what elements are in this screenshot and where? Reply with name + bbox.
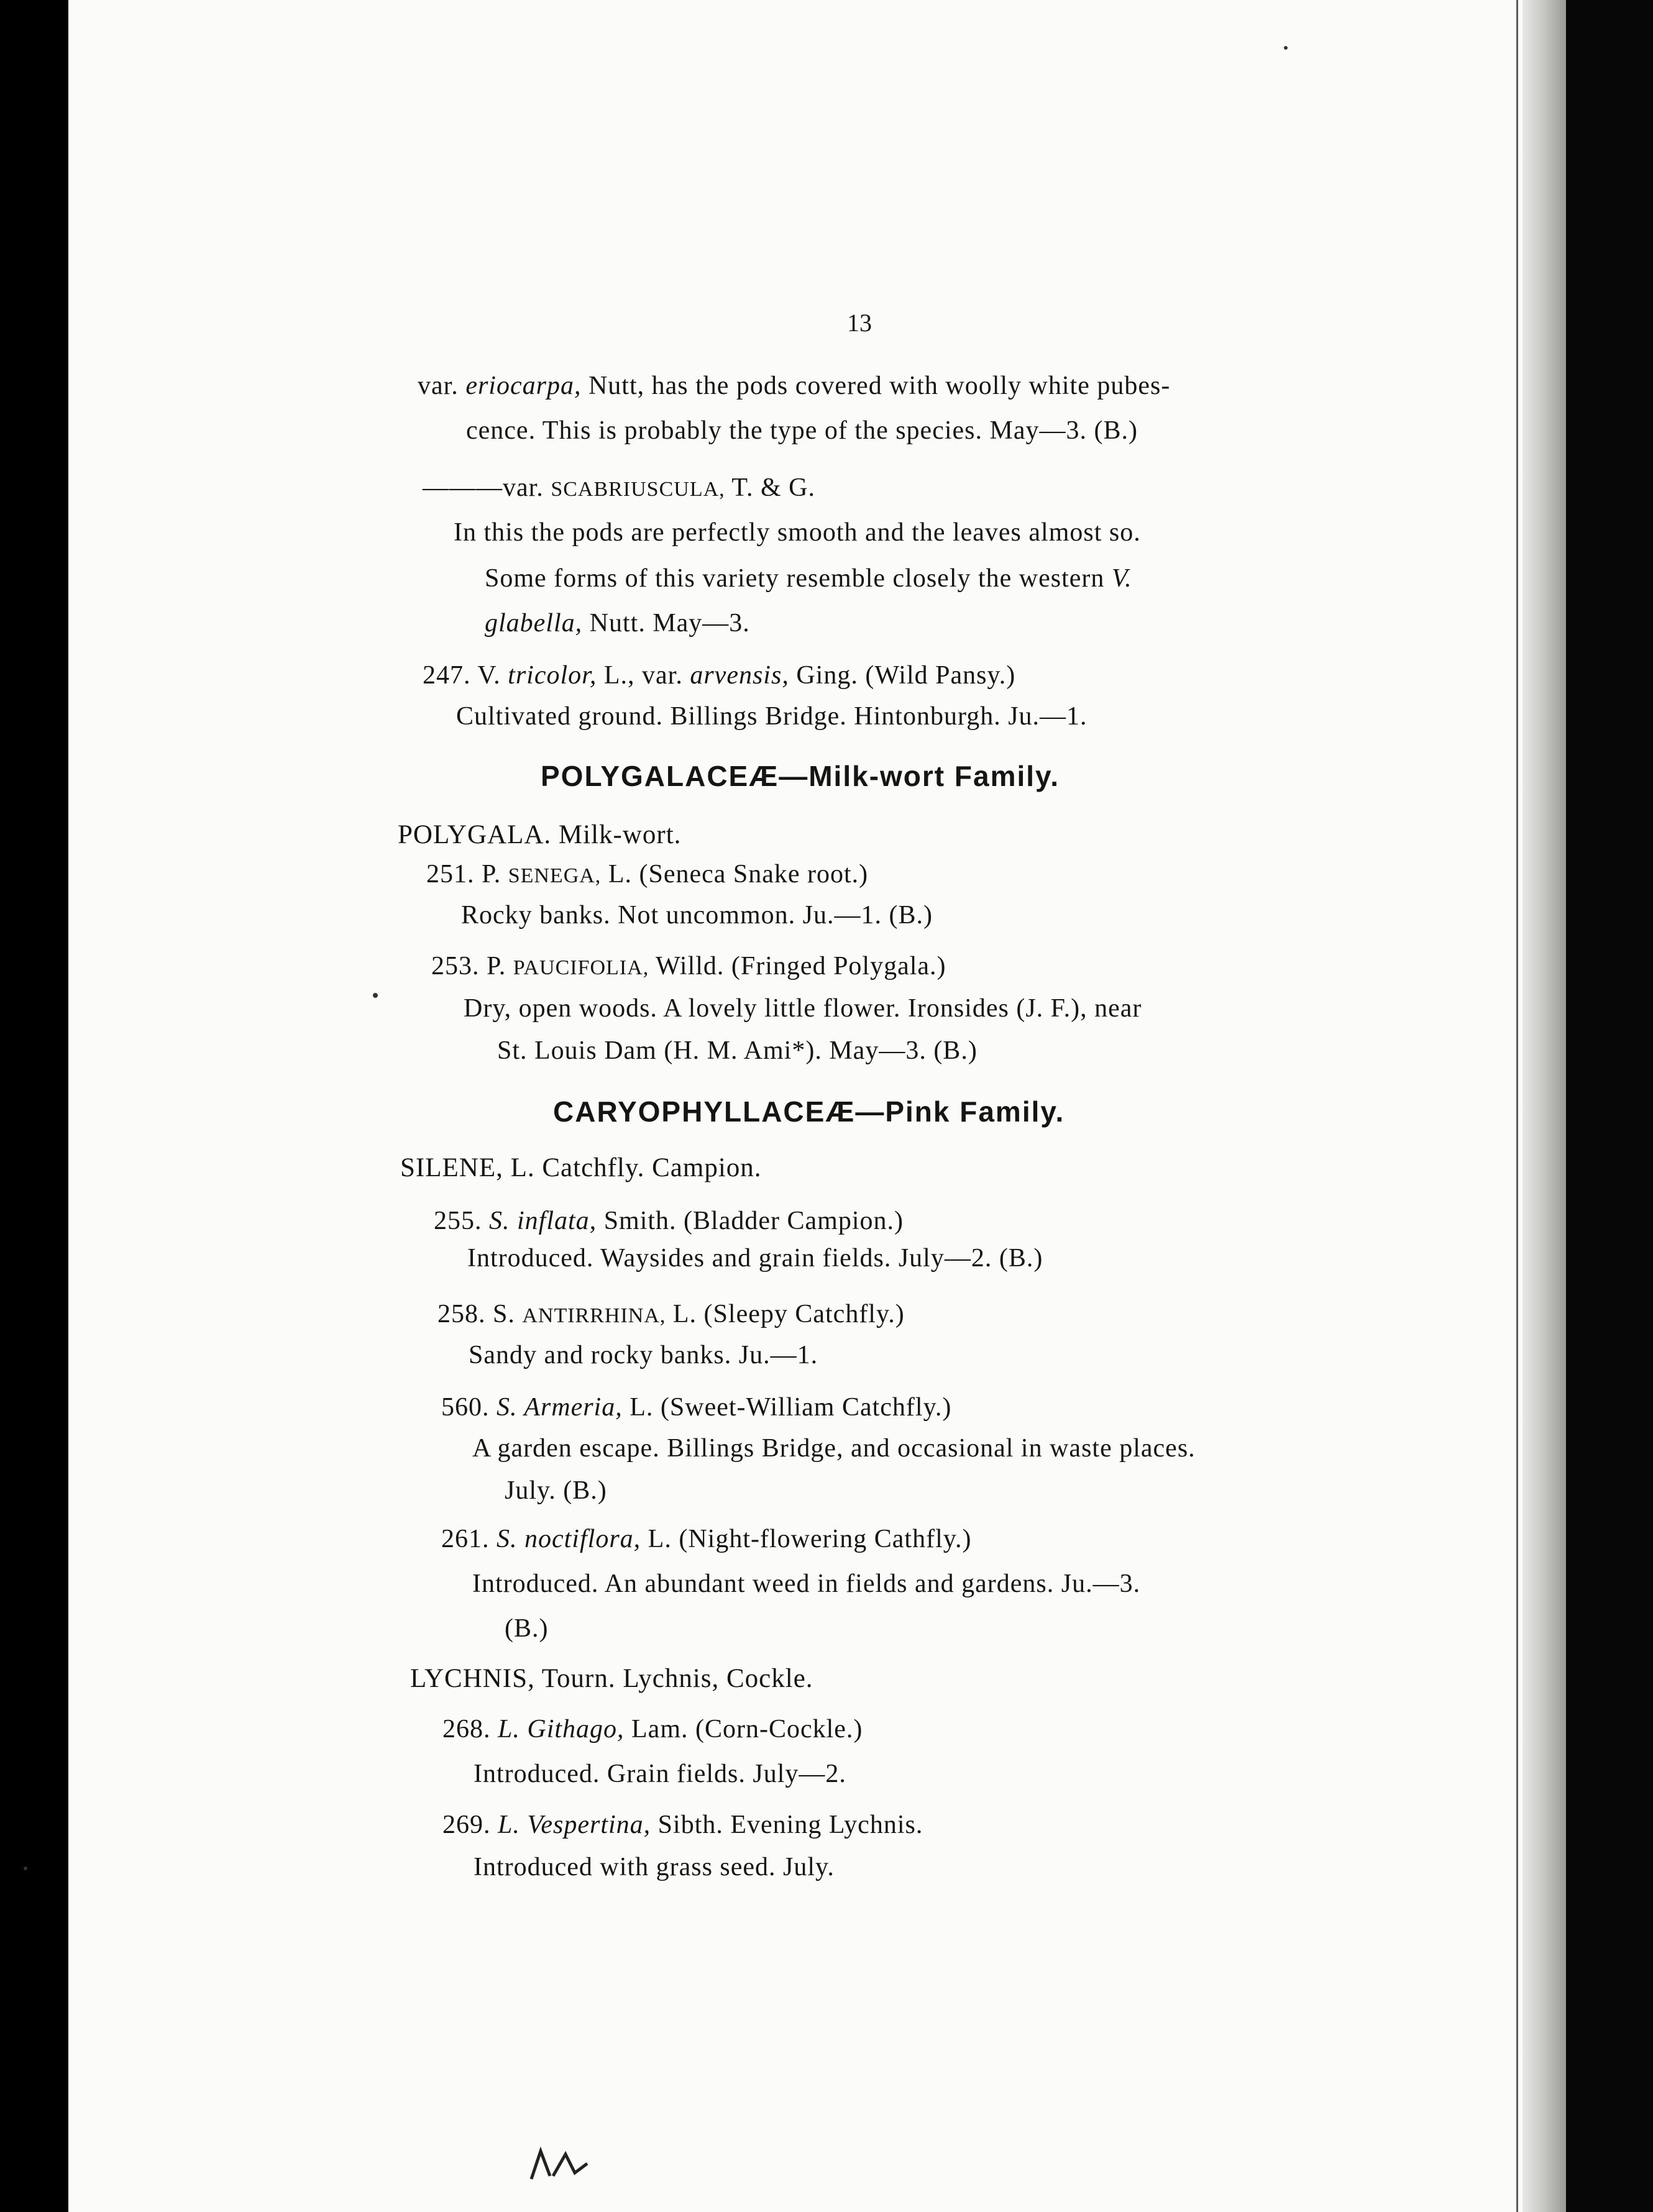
dust-speck xyxy=(1284,46,1288,50)
text-line: 247. V. tricolor, L., var. arvensis, Ging. (Wild Pansy.) xyxy=(423,661,1016,690)
text-line: Introduced with grass seed. July. xyxy=(474,1853,835,1881)
page-number: 13 xyxy=(847,309,872,337)
text-line: cence. This is probably the type of the species. May—3. (B.) xyxy=(466,416,1138,445)
text-line: Dry, open woods. A lovely little flower. Ironsides (J. F.), near xyxy=(464,994,1142,1023)
page-edge-shadow xyxy=(1522,0,1566,2212)
species-entry: 560. S. Armeria, L. (Sweet-William Catchfly.) xyxy=(441,1393,952,1422)
text-line: Introduced. Grain fields. July—2. xyxy=(474,1760,846,1788)
page-edge-line xyxy=(1516,0,1518,2212)
text-line: Introduced. An abundant weed in fields and gardens. Ju.—3. xyxy=(472,1570,1141,1598)
text-line: Rocky banks. Not uncommon. Ju.—1. (B.) xyxy=(461,901,933,930)
dust-speck xyxy=(24,1867,27,1870)
text-line: glabella, Nutt. May—3. xyxy=(485,609,750,638)
text-line: Sandy and rocky banks. Ju.—1. xyxy=(469,1341,818,1369)
text-line: July. (B.) xyxy=(505,1476,607,1505)
species-entry: 255. S. inflata, Smith. (Bladder Campion.) xyxy=(434,1207,904,1235)
text-line: In this the pods are perfectly smooth and the leaves almost so. xyxy=(454,518,1141,547)
dust-speck xyxy=(373,993,378,998)
section-heading: POLYGALACEÆ—Milk-wort Family. xyxy=(541,760,1060,792)
scan-border xyxy=(1566,0,1653,2212)
ink-mark xyxy=(528,2145,597,2182)
text-line: Introduced. Waysides and grain fields. July—2. (B.) xyxy=(467,1244,1043,1273)
text-line: Some forms of this variety resemble closely the western V. xyxy=(485,564,1132,593)
species-entry: 261. S. noctiflora, L. (Night-flowering Cathfly.) xyxy=(441,1525,972,1553)
text-line: ———var. SCABRIUSCULA, T. & G. xyxy=(423,473,815,502)
text-line: A garden escape. Billings Bridge, and occasional in waste places. xyxy=(472,1434,1196,1463)
genus-heading: SILENE, L. Catchfly. Campion. xyxy=(400,1153,762,1182)
text-line: St. Louis Dam (H. M. Ami*). May—3. (B.) xyxy=(497,1036,978,1065)
species-entry: 268. L. Githago, Lam. (Corn-Cockle.) xyxy=(442,1715,863,1744)
text-line: Cultivated ground. Billings Bridge. Hintonburgh. Ju.—1. xyxy=(456,702,1088,731)
text-line: (B.) xyxy=(505,1614,549,1643)
species-entry: 251. P. SENEGA, L. (Seneca Snake root.) xyxy=(426,860,869,889)
text-line: var. eriocarpa, Nutt, has the pods covered with woolly white pubes- xyxy=(418,372,1171,400)
genus-heading: POLYGALA. Milk-wort. xyxy=(398,820,682,849)
species-entry: 258. S. ANTIRRHINA, L. (Sleepy Catchfly.) xyxy=(437,1300,905,1328)
section-heading: CARYOPHYLLACEÆ—Pink Family. xyxy=(553,1095,1065,1128)
genus-heading: LYCHNIS, Tourn. Lychnis, Cockle. xyxy=(410,1664,813,1693)
species-entry: 269. L. Vespertina, Sibth. Evening Lychnis. xyxy=(442,1811,923,1839)
species-entry: 253. P. PAUCIFOLIA, Willd. (Fringed Polygala.) xyxy=(431,952,946,980)
